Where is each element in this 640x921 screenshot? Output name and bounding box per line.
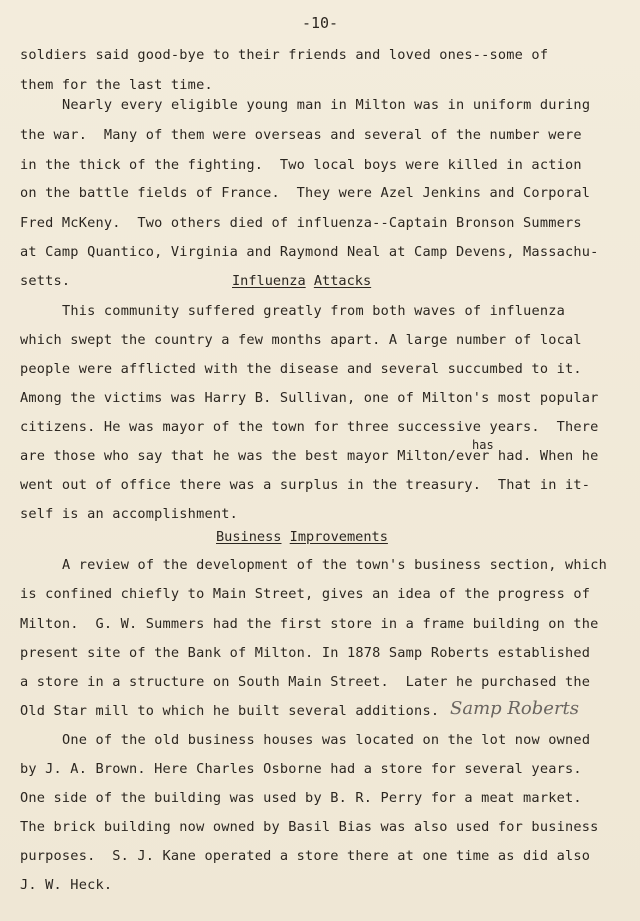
text-line: by J. A. Brown. Here Charles Osborne had a store for several years. bbox=[20, 761, 582, 777]
text-line: citizens. He was mayor of the town for three successive years. There bbox=[20, 419, 599, 435]
text-line: at Camp Quantico, Virginia and Raymond Neal at Camp Devens, Massachu- bbox=[20, 244, 599, 260]
text-line: Among the victims was Harry B. Sullivan, one of Milton's most popular bbox=[20, 390, 599, 406]
text-line: This community suffered greatly from both waves of influenza bbox=[62, 303, 566, 319]
text-line: people were afflicted with the disease and several succumbed to it. bbox=[20, 361, 582, 377]
text-line: J. W. Heck. bbox=[20, 877, 113, 893]
text-line: a store in a structure on South Main Street. Later he purchased the bbox=[20, 674, 591, 690]
text-line: the war. Many of them were overseas and several of the number were bbox=[20, 127, 582, 143]
text-line: setts. bbox=[20, 273, 71, 289]
text-line: Old Star mill to which he built several additions. bbox=[20, 703, 440, 719]
text-line: The brick building now owned by Basil Bias was also used for business bbox=[20, 819, 599, 835]
text-line: them for the last time. bbox=[20, 77, 213, 93]
text-line: present site of the Bank of Milton. In 1878 Samp Roberts established bbox=[20, 645, 591, 661]
text-line: Milton. G. W. Summers had the first store in a frame building on the bbox=[20, 616, 599, 632]
text-line: A review of the development of the town's business section, which bbox=[62, 557, 607, 573]
section-heading-influenza: Influenza Attacks bbox=[232, 273, 372, 289]
text-line: Nearly every eligible young man in Milton was in uniform during bbox=[62, 97, 591, 113]
inserted-word: has bbox=[472, 438, 494, 452]
text-line: are those who say that he was the best mayor Milton/ever had. When he bbox=[20, 448, 599, 464]
page-number: -10- bbox=[301, 14, 339, 32]
text-line: One side of the building was used by B. R. Perry for a meat market. bbox=[20, 790, 582, 806]
text-line: in the thick of the fighting. Two local boys were killed in action bbox=[20, 157, 582, 173]
text-line: which swept the country a few months apart. A large number of local bbox=[20, 332, 582, 348]
text-line: is confined chiefly to Main Street, gives an idea of the progress of bbox=[20, 586, 591, 602]
text-line: purposes. S. J. Kane operated a store there at one time as did also bbox=[20, 848, 591, 864]
text-line: soldiers said good-bye to their friends and loved ones--some of bbox=[20, 47, 549, 63]
text-line: One of the old business houses was located on the lot now owned bbox=[62, 732, 591, 748]
text-line: on the battle fields of France. They were Azel Jenkins and Corporal bbox=[20, 185, 591, 201]
text-line: went out of office there was a surplus in the treasury. That in it- bbox=[20, 477, 591, 493]
section-heading-business: Business Improvements bbox=[216, 529, 388, 545]
handwritten-note: Samp Roberts bbox=[450, 698, 580, 719]
text-line: self is an accomplishment. bbox=[20, 506, 238, 522]
text-line: Fred McKeny. Two others died of influenza--Captain Bronson Summers bbox=[20, 215, 582, 231]
